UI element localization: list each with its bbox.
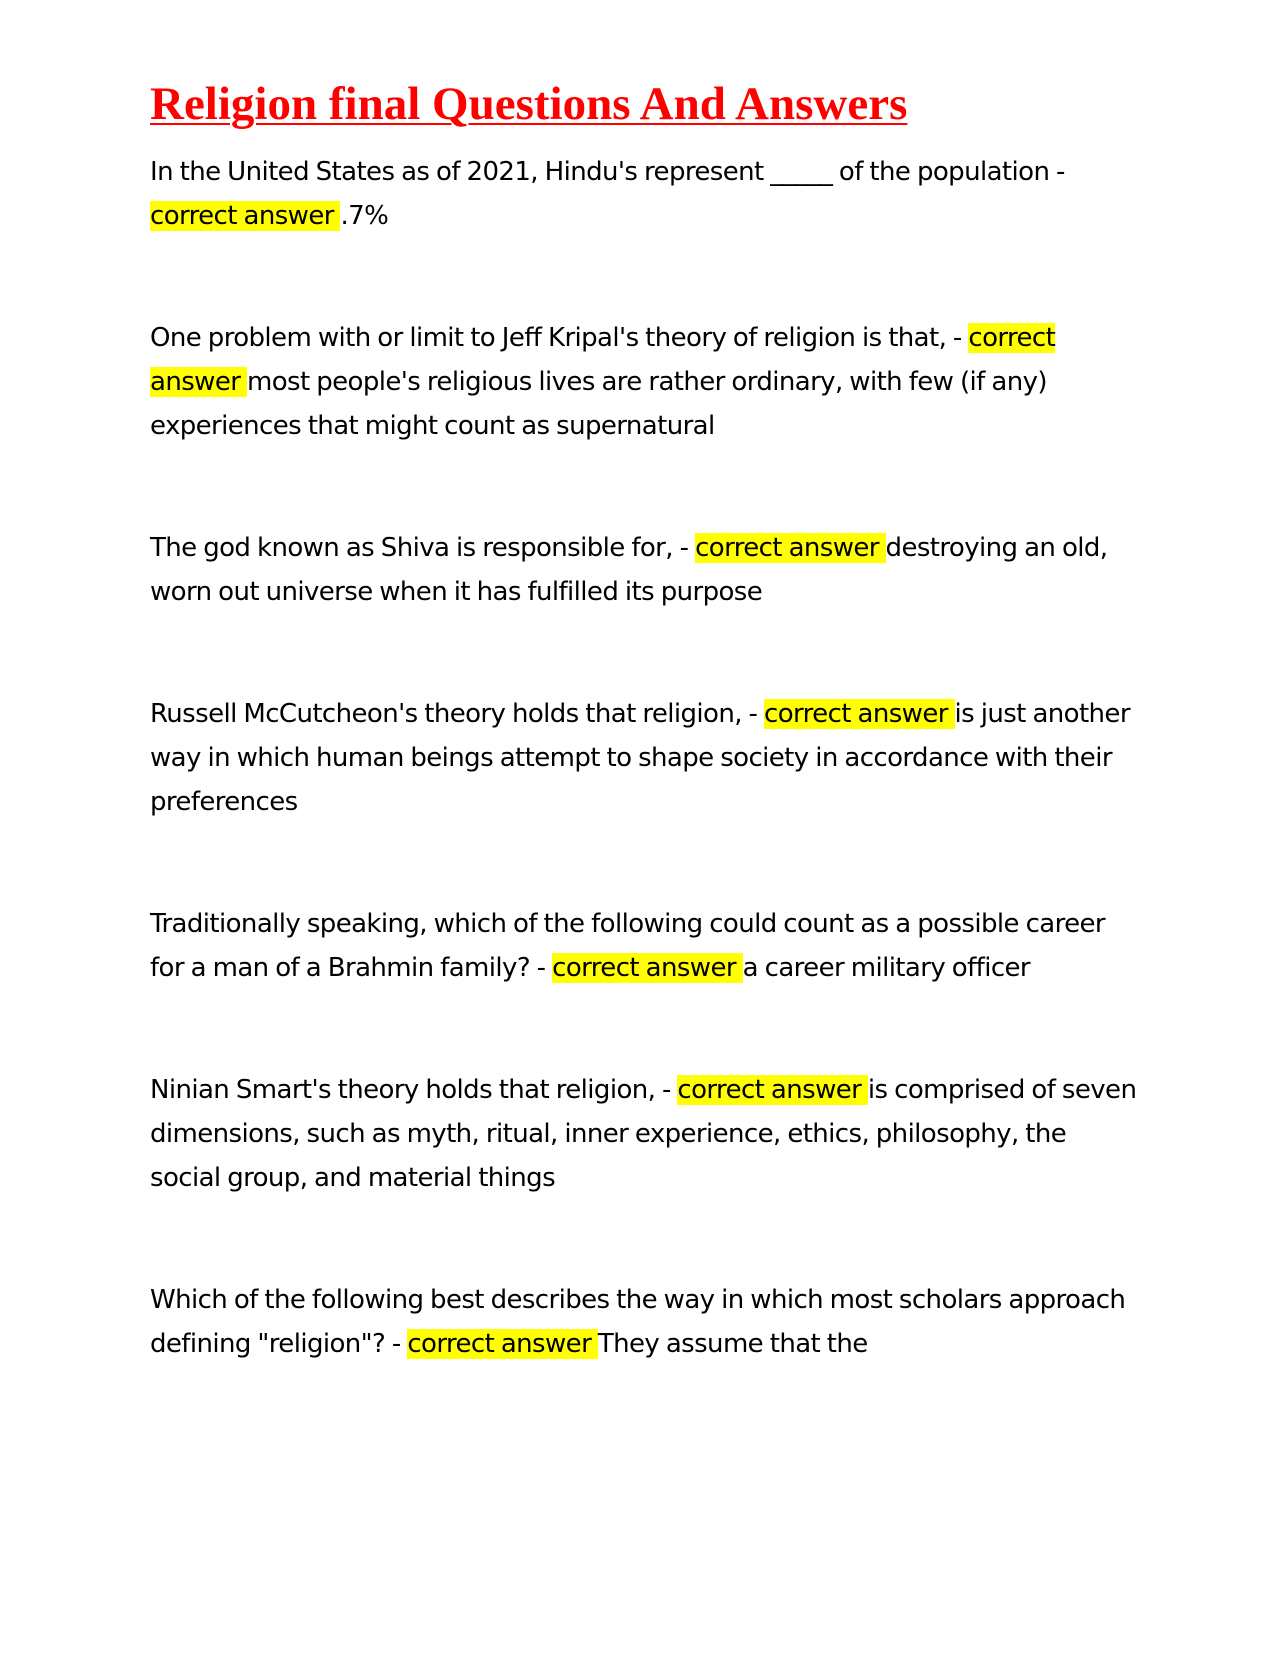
answer-text: .7% (340, 201, 389, 231)
qa-item (150, 150, 1140, 238)
question-text: Ninian Smart's theory holds that religion, - (150, 1075, 678, 1105)
question-text: Which of the following best describes the way in which most scholars approach defining "religion"? - (150, 1285, 1126, 1359)
question-text: The god known as Shiva is responsible for, - (150, 533, 696, 563)
qa-item (150, 902, 1140, 990)
answer-text: a career military officer (742, 953, 1030, 983)
question-text: In the United States as of 2021, Hindu's represent _____ of the population - (150, 157, 1065, 187)
document-title: Religion final Questions And Answers (150, 78, 908, 130)
correct-answer-highlight: correct answer (150, 201, 341, 231)
qa-item (150, 526, 1140, 614)
answer-text: They assume that the (597, 1329, 868, 1359)
answer-text: is just another way in which human beings attempt to shape society in accordance with their preferences (150, 699, 1130, 817)
document-body (150, 76, 1140, 1444)
correct-answer-highlight: correct answer (764, 699, 955, 729)
question-text: Traditionally speaking, which of the following could count as a possible career for a man of a Brahmin family? - (150, 909, 1106, 983)
correct-answer-highlight: correct answer (407, 1329, 598, 1359)
question-text: Russell McCutcheon's theory holds that religion, - (150, 699, 765, 729)
answer-text: is comprised of seven dimensions, such as myth, ritual, inner experience, ethics, philosophy, the social group, and material things (150, 1075, 1137, 1193)
qa-item (150, 1278, 1140, 1366)
qa-item (150, 1068, 1140, 1200)
answer-text: destroying an old, worn out universe when it has fulfilled its purpose (150, 533, 1108, 607)
answer-text: most people's religious lives are rather ordinary, with few (if any) experiences that might count as supernatural (150, 367, 1047, 441)
correct-answer-highlight: correct answer (677, 1075, 868, 1105)
qa-item (150, 316, 1140, 448)
qa-item (150, 692, 1140, 824)
question-text: One problem with or limit to Jeff Kripal's theory of religion is that, - (150, 323, 969, 353)
correct-answer-highlight: correct answer (695, 533, 886, 563)
correct-answer-highlight: correct answer (150, 323, 1056, 397)
correct-answer-highlight: correct answer (552, 953, 743, 983)
